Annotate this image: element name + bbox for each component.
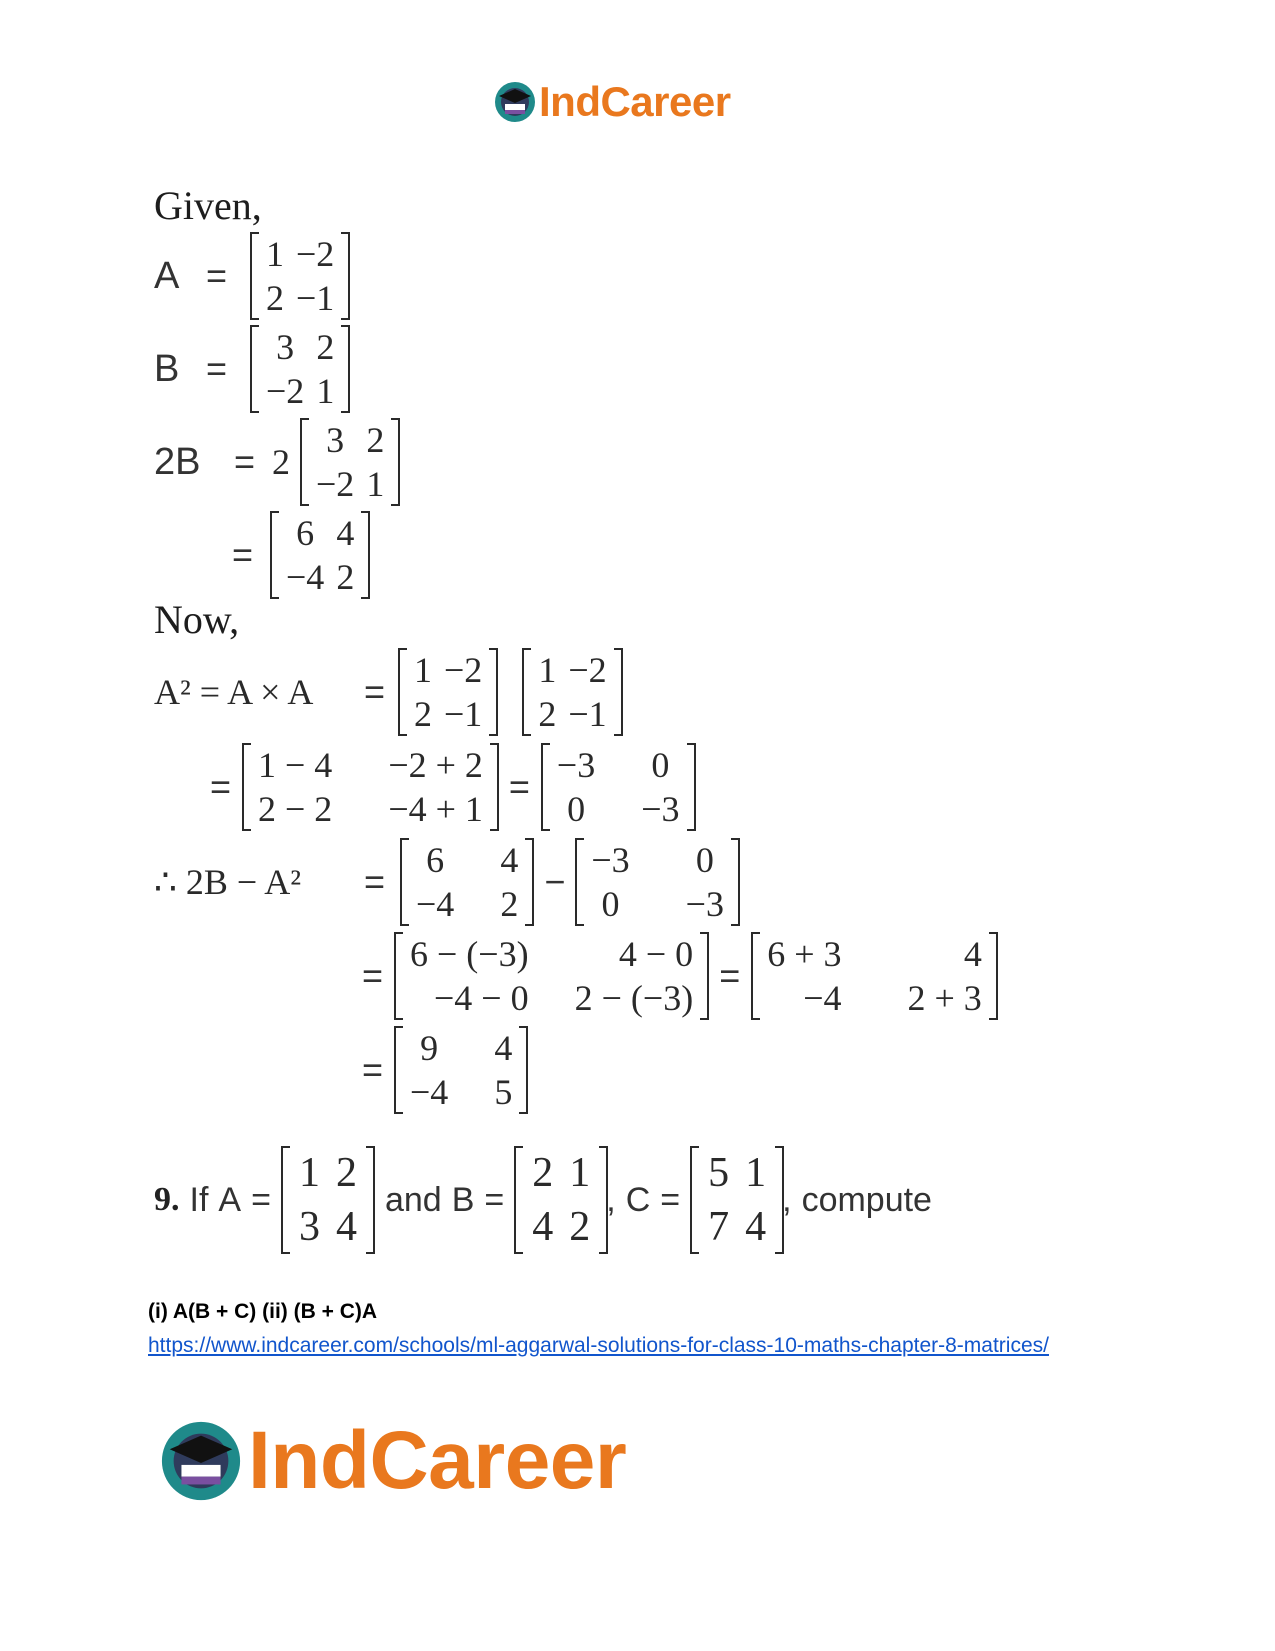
final-result-line bbox=[362, 1026, 538, 1114]
matrix-B-scaled bbox=[300, 418, 400, 506]
cell: 1 bbox=[414, 650, 432, 690]
cell: 1 bbox=[298, 1150, 320, 1196]
cell: 2 bbox=[414, 694, 432, 734]
equals-sign: = bbox=[362, 1049, 384, 1090]
equals-sign: = bbox=[362, 955, 384, 996]
cell: −4 bbox=[410, 1072, 449, 1112]
cell: 2 bbox=[366, 420, 385, 460]
equals-sign: = bbox=[251, 1180, 271, 1219]
question-9 bbox=[154, 1146, 942, 1254]
matrix-2B-result bbox=[270, 511, 370, 599]
cell: −4 + 1 bbox=[388, 789, 483, 829]
cell: 5 bbox=[494, 1072, 513, 1112]
cell: 3 bbox=[326, 420, 345, 460]
matrix-final-result bbox=[394, 1026, 528, 1114]
cell: −4 bbox=[286, 557, 325, 597]
cell: −2 bbox=[444, 650, 483, 690]
lhs-2B: 2B bbox=[154, 440, 201, 483]
cell: 6 bbox=[426, 840, 445, 880]
difference-line bbox=[154, 838, 750, 926]
cell: 0 bbox=[567, 789, 586, 829]
question-B-label: B bbox=[451, 1180, 475, 1219]
lhs-2B-minus-A-squared: ∴ 2B − A² bbox=[154, 862, 302, 902]
cell: 2 bbox=[336, 557, 355, 597]
question-C-label: C bbox=[625, 1180, 651, 1219]
cell: −1 bbox=[568, 694, 607, 734]
twoB-line bbox=[154, 418, 410, 506]
logo-text: IndCareer bbox=[539, 78, 731, 125]
equals-sign: = bbox=[660, 1180, 681, 1219]
equals-sign: = bbox=[234, 441, 256, 482]
logo-text: IndCareer bbox=[248, 1415, 627, 1506]
cell: 9 bbox=[420, 1028, 439, 1068]
cell: 6 + 3 bbox=[767, 934, 842, 974]
question-number: 9. bbox=[154, 1181, 180, 1218]
question-if: If bbox=[189, 1180, 209, 1219]
cell: 2 + 3 bbox=[907, 978, 982, 1018]
question-compute: compute bbox=[801, 1180, 932, 1219]
cell: 4 bbox=[500, 840, 519, 880]
cell: 1 bbox=[569, 1150, 591, 1196]
cell: 2 bbox=[569, 1204, 591, 1250]
cell: 2 bbox=[316, 327, 335, 367]
cell: −3 bbox=[685, 884, 724, 924]
cell: 1 bbox=[366, 464, 385, 504]
graduation-cap-icon bbox=[493, 80, 537, 124]
cell: 1 bbox=[316, 371, 335, 411]
cell: −2 bbox=[568, 650, 607, 690]
equals-sign: = bbox=[206, 348, 228, 389]
minus-sign: − bbox=[544, 861, 566, 902]
question-matrix-C bbox=[690, 1146, 784, 1254]
equals-sign: = bbox=[210, 766, 232, 807]
matrix-A-line bbox=[154, 232, 360, 320]
cell: −2 + 2 bbox=[388, 745, 483, 785]
cell: 3 bbox=[298, 1204, 320, 1250]
cell: 6 bbox=[296, 513, 315, 553]
given-label: Given, bbox=[154, 183, 262, 228]
equals-sign: = bbox=[232, 534, 254, 575]
cell: 0 bbox=[601, 884, 620, 924]
matrix-difference-simplified bbox=[751, 932, 998, 1020]
lhs-B: B bbox=[154, 347, 180, 390]
cell: −2 bbox=[296, 234, 335, 274]
cell: 1 bbox=[745, 1150, 767, 1196]
cell: 2 bbox=[500, 884, 519, 924]
cell: 1 − 4 bbox=[258, 745, 333, 785]
cell: −1 bbox=[296, 278, 335, 318]
matrix-A-squared-result bbox=[541, 743, 696, 831]
lhs-A-squared: A² = A × A bbox=[154, 672, 314, 712]
cell: 1 bbox=[538, 650, 557, 690]
cell: 2 bbox=[532, 1150, 554, 1196]
matrix-2B bbox=[400, 838, 534, 926]
cell: 2 − 2 bbox=[258, 789, 333, 829]
cell: 4 − 0 bbox=[618, 934, 694, 974]
equals-sign: = bbox=[508, 766, 530, 807]
footer-logo bbox=[158, 1414, 626, 1508]
equals-sign: = bbox=[719, 955, 741, 996]
comma: , bbox=[606, 1180, 616, 1219]
now-label: Now, bbox=[154, 597, 240, 642]
twoB-result-line bbox=[232, 511, 380, 599]
cell: 6 − (−3) bbox=[410, 934, 529, 974]
matrix-A-squared bbox=[575, 838, 740, 926]
cell: 7 bbox=[708, 1204, 730, 1250]
question-and: and bbox=[384, 1180, 442, 1219]
cell: −3 bbox=[641, 789, 680, 829]
cell: −1 bbox=[444, 694, 483, 734]
cell: −3 bbox=[556, 745, 596, 785]
matrix-A-right bbox=[522, 648, 622, 736]
question-parts: (i) A(B + C) (ii) (B + C)A bbox=[148, 1300, 378, 1323]
equals-sign: = bbox=[364, 861, 386, 902]
A-squared-line bbox=[154, 648, 633, 736]
cell: 5 bbox=[708, 1150, 730, 1196]
equals-sign: = bbox=[484, 1180, 505, 1219]
cell: 4 bbox=[963, 934, 982, 974]
cell: 4 bbox=[745, 1204, 767, 1250]
scalar-coef: 2 bbox=[272, 442, 290, 482]
cell: −4 bbox=[416, 884, 455, 924]
question-A-label: A bbox=[218, 1180, 242, 1219]
lhs-A: A bbox=[154, 254, 180, 297]
question-matrix-A bbox=[281, 1146, 375, 1254]
matrix-A bbox=[250, 232, 350, 320]
cell: 2 − (−3) bbox=[574, 978, 694, 1018]
cell: 0 bbox=[651, 745, 670, 785]
matrix-A-squared-expanded bbox=[242, 743, 499, 831]
comma: , bbox=[782, 1180, 792, 1219]
cell: −4 − 0 bbox=[433, 978, 529, 1018]
cell: −3 bbox=[591, 840, 630, 880]
cell: −4 bbox=[803, 978, 842, 1018]
cell: 4 bbox=[336, 513, 355, 553]
cell: 4 bbox=[335, 1204, 357, 1250]
matrix-B bbox=[250, 325, 350, 413]
cell: 2 bbox=[266, 278, 284, 318]
matrix-A-left bbox=[398, 648, 498, 736]
cell: 2 bbox=[538, 694, 557, 734]
cell: 4 bbox=[494, 1028, 513, 1068]
equals-sign: = bbox=[206, 255, 228, 296]
equals-sign: = bbox=[364, 671, 386, 712]
matrix-B-line bbox=[154, 325, 360, 413]
header-logo bbox=[493, 78, 731, 126]
cell: 2 bbox=[335, 1150, 357, 1196]
cell: 3 bbox=[276, 327, 295, 367]
cell: 0 bbox=[695, 840, 714, 880]
matrix-difference-expanded bbox=[394, 932, 709, 1020]
A-squared-expansion-line bbox=[210, 743, 706, 831]
source-link[interactable]: https://www.indcareer.com/schools/ml-aggarwal-solutions-for-class-10-maths-chapter-8-matrices/ bbox=[148, 1334, 1049, 1357]
cell: 1 bbox=[266, 234, 284, 274]
cell: −2 bbox=[266, 371, 305, 411]
cell: −2 bbox=[316, 464, 355, 504]
question-matrix-B bbox=[514, 1146, 608, 1254]
cell: 4 bbox=[532, 1204, 554, 1250]
difference-expansion-line bbox=[362, 932, 1008, 1020]
graduation-cap-icon bbox=[158, 1418, 244, 1504]
